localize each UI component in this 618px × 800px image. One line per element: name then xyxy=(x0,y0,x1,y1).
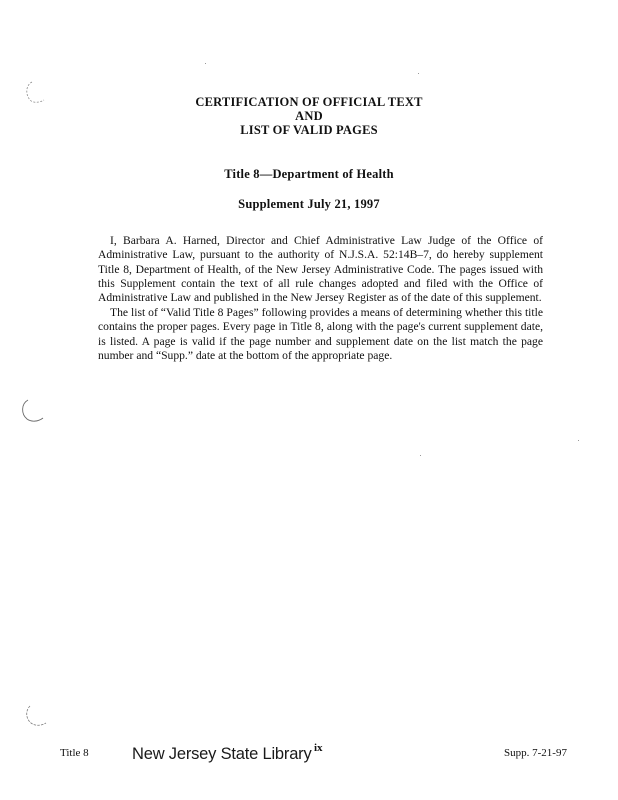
certification-heading: CERTIFICATION OF OFFICIAL TEXT xyxy=(195,95,423,109)
supplement-date-heading: Supplement July 21, 1997 xyxy=(238,197,380,211)
footer-title-label: Title 8 xyxy=(60,747,89,759)
scan-speck xyxy=(420,455,421,456)
certification-heading-and: AND xyxy=(295,109,323,123)
library-stamp: New Jersey State Library xyxy=(132,745,312,763)
footer-page-number: ix xyxy=(314,742,323,754)
title-heading: Title 8—Department of Health xyxy=(224,167,394,181)
scan-speck xyxy=(418,73,419,74)
scan-speck xyxy=(205,63,206,64)
certification-paragraph: I, Barbara A. Harned, Director and Chief Administrative Law Judge of the Office of Administrative Law, pursuant to the authority of N.J.S.A. 52:14B–7, do hereby supplement Title 8, Department of Health, of the New Jersey Administrative Code. The pages issued with this Supplement contain the text of all rule changes adopted and filed with the Office of Administrative Law and published in the New Jersey Register as of the date of this supplement. xyxy=(98,234,543,305)
footer-supplement-date: Supp. 7-21-97 xyxy=(504,747,567,759)
list-of-valid-pages-heading: LIST OF VALID PAGES xyxy=(240,123,378,137)
valid-pages-paragraph: The list of “Valid Title 8 Pages” following provides a means of determining whether this title contains the proper pages. Every page in Title 8, along with the page's current supplement date, is listed. A page is valid if the page number and supplement date on the list match the page number and “Supp.” date at the bottom of the appropriate page. xyxy=(98,306,543,362)
scan-speck xyxy=(578,440,579,441)
hole-punch-mark-middle xyxy=(18,398,44,424)
hole-punch-mark-bottom xyxy=(22,704,48,730)
